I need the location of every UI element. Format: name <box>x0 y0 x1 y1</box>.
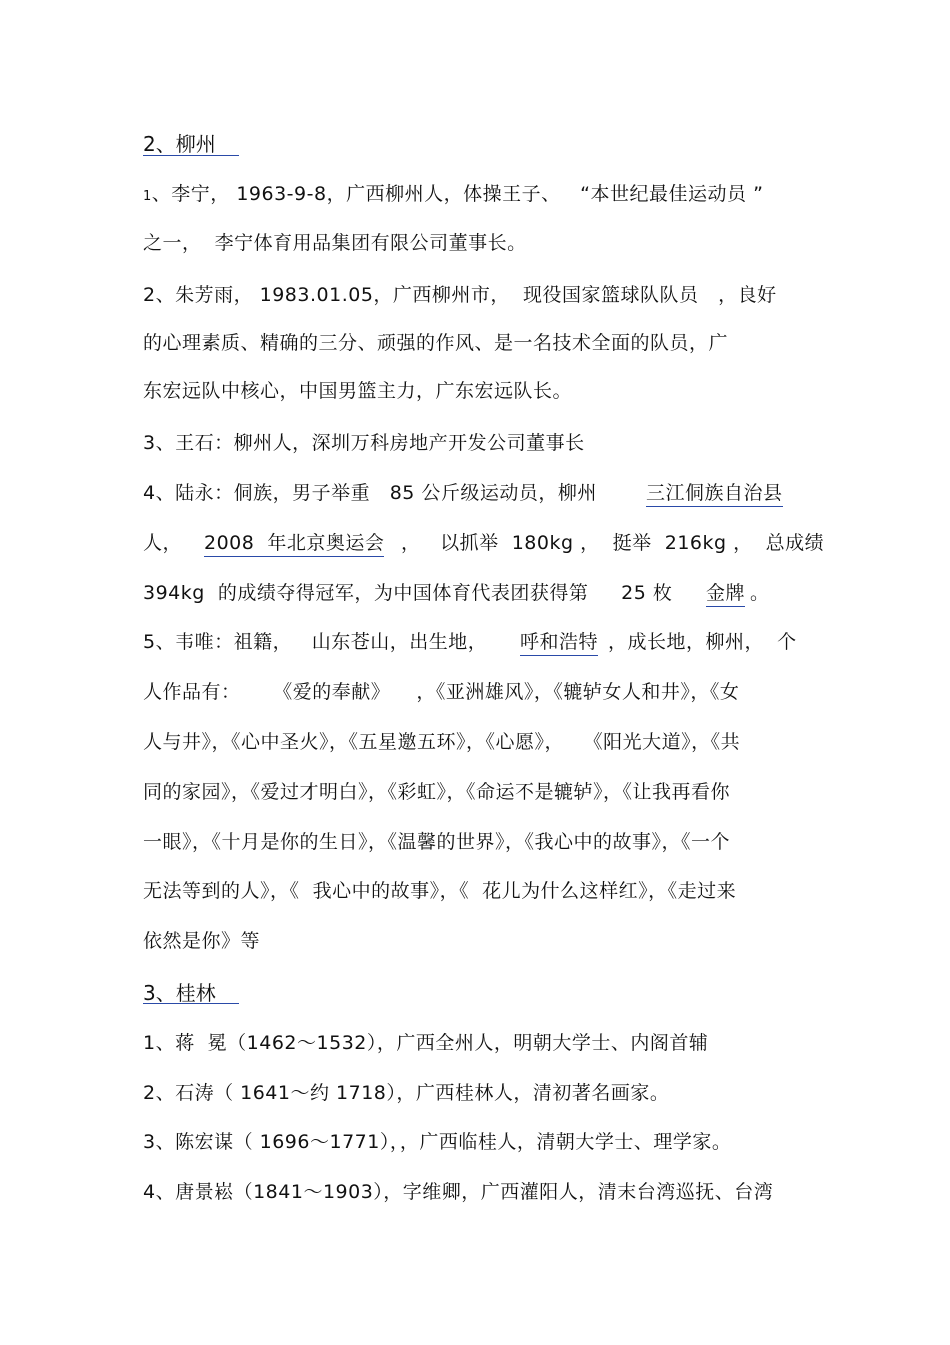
heading-underline <box>143 155 239 156</box>
entry-line <box>143 181 763 210</box>
entry-line: 同的家园》，《爱过才明白》，《彩虹》，《命运不是辘轳》，《让我再看你 <box>143 781 731 803</box>
section-heading-liuzhou: 2、柳州 <box>143 132 216 156</box>
entry-line: 无法等到的人》，《 我心中的故事》，《 花儿为什么这样红》，《走过来 <box>143 880 737 902</box>
section-heading-guilin: 3、桂林 <box>143 981 216 1005</box>
entry-line: 的心理素质、精确的三分、顽强的作风、是一名技术全面的队员，广 <box>143 332 729 354</box>
entry-line: 1、蒋 冕（1462～1532），广西全州人，明朝大学士、内阁首辅 <box>143 1032 709 1054</box>
entry-line: 394kg 的成绩夺得冠军，为中国体育代表团获得第 25 枚 <box>143 582 673 604</box>
entry-line: 3、王石：柳州人，深圳万科房地产开发公司董事长 <box>143 432 585 454</box>
entry-line: 人与井》，《心中圣火》，《五星邀五环》，《心愿》， 《阳光大道》，《共 <box>143 731 741 753</box>
entry-line-tail: ， 以抓举 180kg ， 挺举 216kg ， 总成绩 <box>401 532 825 554</box>
entry-number: 1 <box>143 189 152 204</box>
link-gold-medal[interactable]: 金牌 <box>706 580 745 607</box>
entry-line: 依然是你》等 <box>143 930 261 952</box>
entry-line: 人， <box>143 532 202 554</box>
entry-line: 2、石涛（ 1641～约 1718），广西桂林人，清初著名画家。 <box>143 1082 670 1104</box>
link-sanjiang[interactable]: 三江侗族自治县 <box>646 480 783 507</box>
entry-line-tail: 。 <box>750 582 770 604</box>
entry-line: 4、唐景崧（1841～1903），字维卿，广西灌阳人，清末台湾巡抚、台湾 <box>143 1181 774 1203</box>
entry-line: 东宏远队中核心，中国男篮主力，广东宏远队长。 <box>143 380 573 402</box>
entry-line: 3、陈宏谋（ 1696～1771），，广西临桂人，清朝大学士、理学家。 <box>143 1131 732 1153</box>
link-hohhot[interactable]: 呼和浩特 <box>520 629 598 656</box>
entry-text: 、李宁， 1963-9-8，广西柳州人，体操王子、 “本世纪最佳运动员 ” <box>151 183 764 205</box>
link-beijing-olympics[interactable]: 2008 年北京奥运会 <box>204 530 384 557</box>
entry-line-tail: ，成长地，柳州， 个 <box>608 631 797 653</box>
entry-line: 5、韦唯：祖籍， 山东苍山，出生地， <box>143 631 501 653</box>
entry-line: 人作品有： 《爱的奉献》 ，《亚洲雄风》，《辘轳女人和井》，《女 <box>143 681 740 703</box>
entry-line: 2、朱芳雨， 1983.01.05，广西柳州市， 现役国家篮球队队员 ，良好 <box>143 284 777 306</box>
entry-line: 4、陆永：侗族，男子举重 85 公斤级运动员，柳州 <box>143 482 604 504</box>
entry-line: 之一， 李宁体育用品集团有限公司董事长。 <box>143 232 527 254</box>
entry-line: 一眼》，《十月是你的生日》，《温馨的世界》，《我心中的故事》，《一个 <box>143 831 731 853</box>
heading-underline <box>143 1003 239 1004</box>
